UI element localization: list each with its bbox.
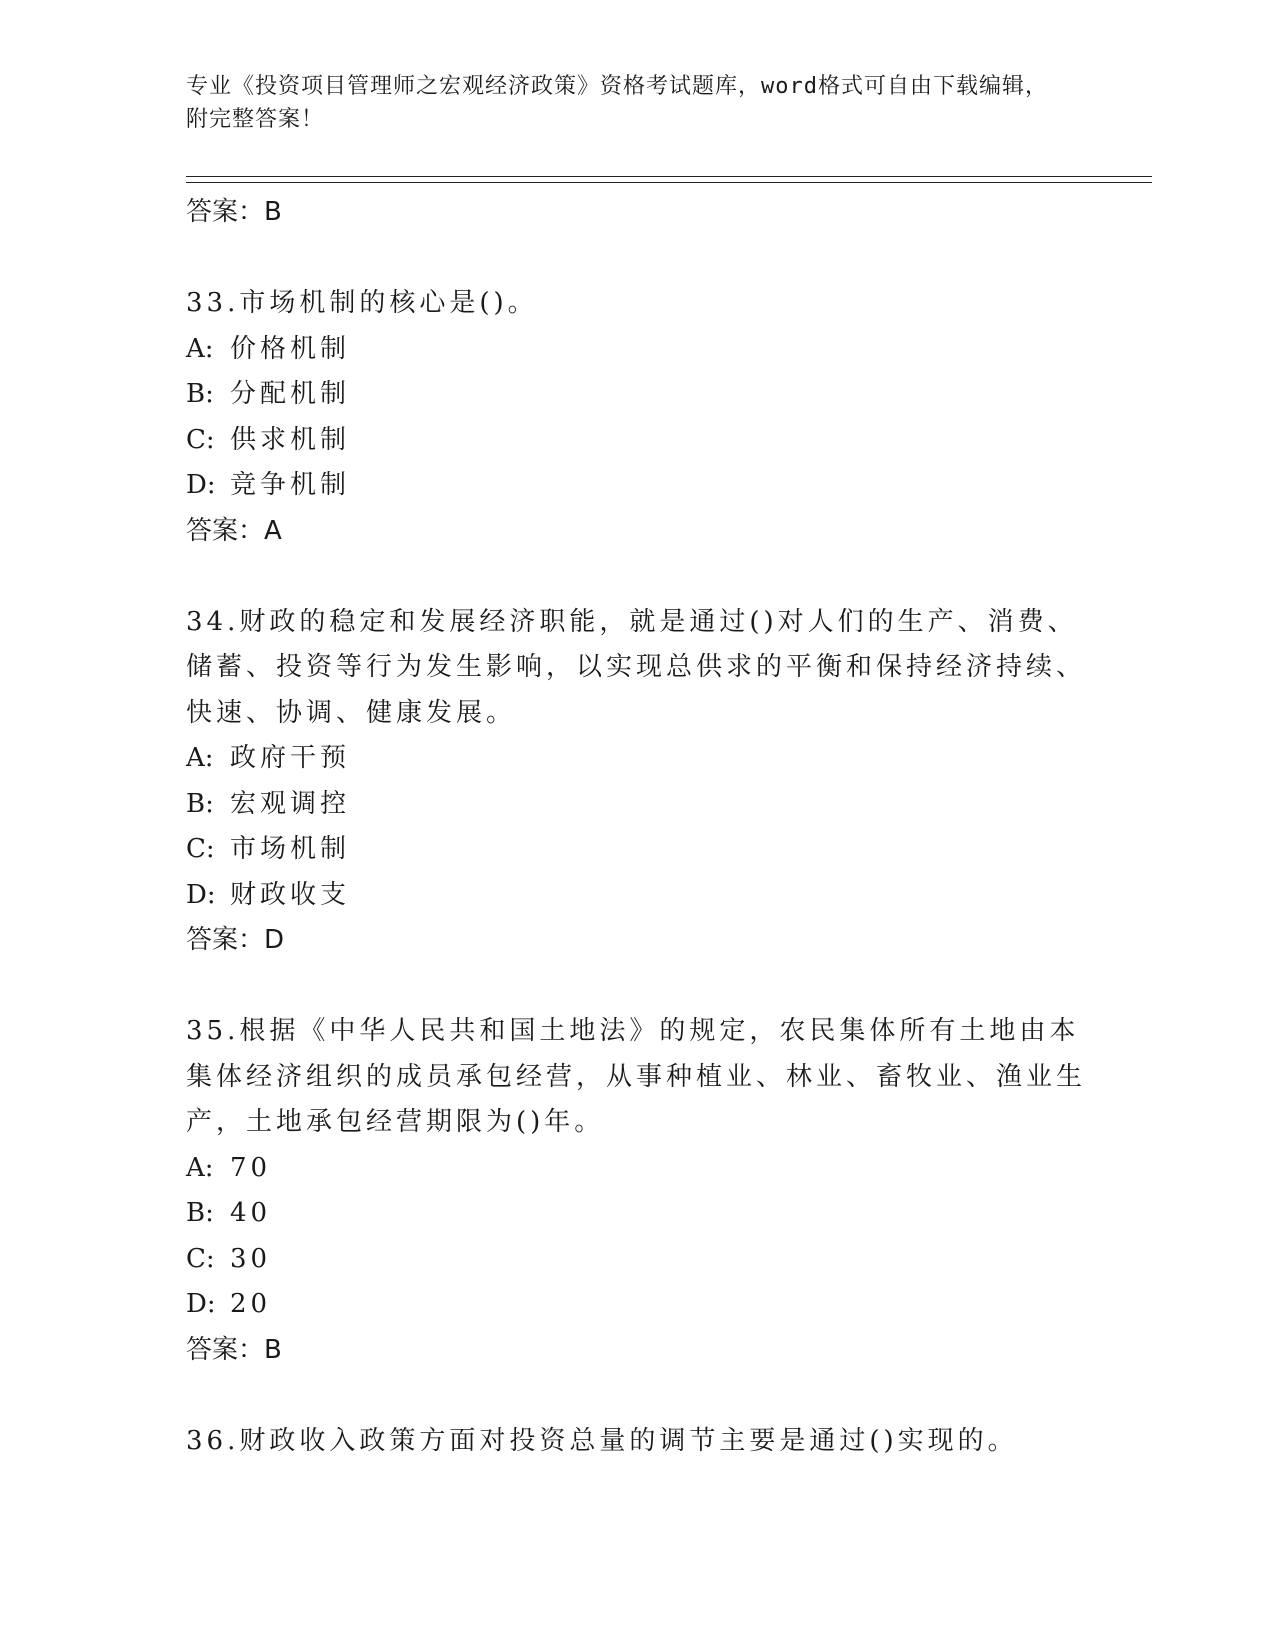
page-header: 专业《投资项目管理师之宏观经济政策》资格考试题库，word格式可自由下载编辑，附完整答案！ xyxy=(186,74,1048,132)
question-33 xyxy=(186,281,1086,554)
option-letter: B: xyxy=(186,379,214,409)
option-c xyxy=(186,418,1086,464)
question-text: 35.根据《中华人民共和国土地法》的规定，农民集体所有土地由本集体经济组织的成员承包经营，从事种植业、林业、畜牧业、渔业生产，土地承包经营期限为()年。 xyxy=(186,1016,1087,1137)
question-text: 34.财政的稳定和发展经济职能，就是通过()对人们的生产、消费、储蓄、投资等行为发生影响，以实现总供求的平衡和保持经济持续、快速、协调、健康发展。 xyxy=(186,606,1087,728)
option-text: 价格机制 xyxy=(230,333,351,364)
option-letter: D: xyxy=(186,470,216,500)
question-35 xyxy=(186,1009,1086,1373)
option-letter: C: xyxy=(186,1243,215,1274)
option-text: 政府干预 xyxy=(230,743,351,773)
option-letter: C: xyxy=(186,424,215,455)
option-text: 供求机制 xyxy=(230,424,351,455)
answer-line: 答案：B xyxy=(186,197,282,227)
option-text: 竞争机制 xyxy=(230,470,351,500)
option-letter: A: xyxy=(186,1152,214,1183)
option-letter: A: xyxy=(186,743,214,773)
option-text: 70 xyxy=(230,1152,272,1183)
question-text: 33.市场机制的核心是()。 xyxy=(186,288,538,318)
option-b xyxy=(186,782,1086,828)
option-letter: D: xyxy=(186,879,216,910)
option-text: 市场机制 xyxy=(230,834,351,864)
option-d xyxy=(186,873,1086,919)
option-text: 分配机制 xyxy=(230,379,351,409)
option-d xyxy=(186,1282,1086,1328)
option-text: 30 xyxy=(230,1243,272,1274)
option-text: 宏观调控 xyxy=(230,788,351,819)
option-letter: C: xyxy=(186,834,215,864)
option-text: 40 xyxy=(230,1198,272,1228)
option-a xyxy=(186,736,1086,782)
option-letter: D: xyxy=(186,1289,216,1319)
option-letter: A: xyxy=(186,333,214,364)
question-list xyxy=(186,190,1086,1464)
question-text: 36.财政收入政策方面对投资总量的调节主要是通过()实现的。 xyxy=(186,1425,1018,1456)
option-letter: B: xyxy=(186,1198,214,1228)
option-d xyxy=(186,463,1086,509)
question-34 xyxy=(186,600,1086,964)
option-a xyxy=(186,1146,1086,1192)
answer-line: 答案：A xyxy=(186,515,282,546)
answer-line: 答案：B xyxy=(186,1334,282,1365)
option-text: 财政收支 xyxy=(230,879,351,910)
option-c xyxy=(186,1237,1086,1283)
option-a xyxy=(186,327,1086,373)
option-b xyxy=(186,1191,1086,1237)
header-rule-top xyxy=(186,176,1152,177)
option-c xyxy=(186,827,1086,873)
option-b xyxy=(186,372,1086,418)
answer-line: 答案：D xyxy=(186,925,285,955)
option-letter: B: xyxy=(186,788,214,819)
header-rule-bottom xyxy=(186,182,1152,183)
option-text: 20 xyxy=(230,1289,272,1319)
question-36 xyxy=(186,1419,1086,1465)
